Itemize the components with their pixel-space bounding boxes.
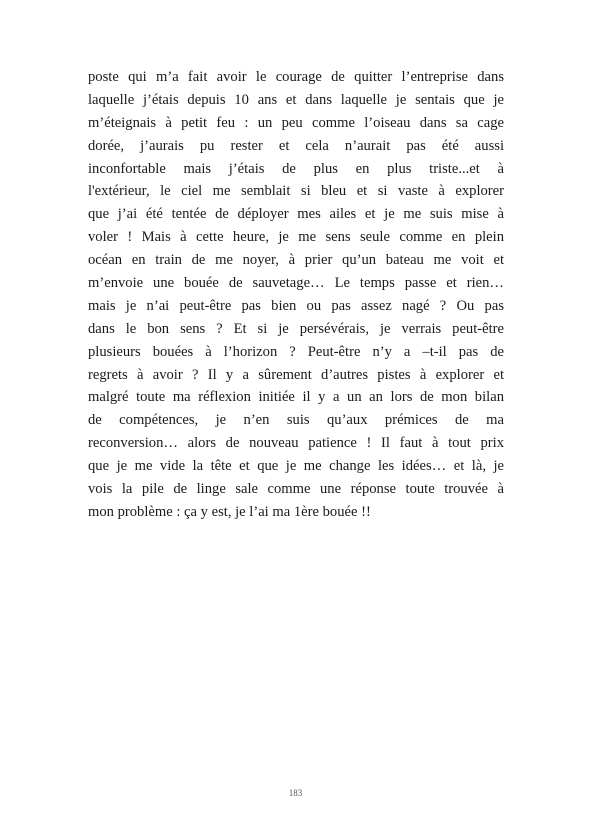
text-line: que j’ai été tentée de déployer mes ailes et je me suis mise à — [88, 206, 504, 223]
text-line: plusieurs bouées à l’horizon ? Peut-être n’y a –t-il pas de — [88, 343, 504, 360]
text-line-last: mon problème : ça y est, je l’ai ma 1ère bouée !! — [88, 503, 371, 520]
text-line: vois la pile de linge sale comme une réponse toute trouvée à — [88, 481, 504, 498]
text-line: dans le bon sens ? Et si je persévérais, je verrais peut-être — [88, 320, 504, 337]
text-line: l'extérieur, le ciel me semblait si bleu et si vaste à explorer — [88, 183, 504, 200]
text-line: dorée, j’aurais pu rester et cela n’aurait pas été aussi — [88, 137, 504, 154]
text-line: mais je n’ai peut-être pas bien ou pas assez nagé ? Ou pas — [88, 297, 504, 314]
text-line: regrets à avoir ? Il y a sûrement d’autres pistes à explorer et — [88, 366, 504, 383]
text-line: reconversion… alors de nouveau patience ! Il faut à tout prix — [88, 435, 504, 452]
text-line: m’envoie une bouée de sauvetage… Le temps passe et rien… — [88, 275, 504, 292]
page-number: 183 — [288, 788, 303, 798]
body-paragraph — [88, 66, 504, 524]
text-line: poste qui m’a fait avoir le courage de quitter l’entreprise dans — [88, 69, 504, 85]
text-line: que je me vide la tête et que je me change les idées… et là, je — [88, 458, 504, 475]
text-line: océan en train de me noyer, à prier qu’un bateau me voit et — [88, 252, 504, 269]
text-line: m’éteignais à petit feu : un peu comme l’oiseau dans sa cage — [88, 114, 504, 131]
text-line: malgré toute ma réflexion initiée il y a un an lors de mon bilan — [88, 389, 504, 406]
text-line: inconfortable mais j’étais de plus en plus triste...et à — [88, 160, 504, 177]
text-line: laquelle j’étais depuis 10 ans et dans laquelle je sentais que je — [88, 91, 504, 108]
text-line: voler ! Mais à cette heure, je me sens seule comme en plein — [88, 229, 504, 246]
text-line: de compétences, je n’en suis qu’aux prémices de ma — [88, 412, 504, 429]
